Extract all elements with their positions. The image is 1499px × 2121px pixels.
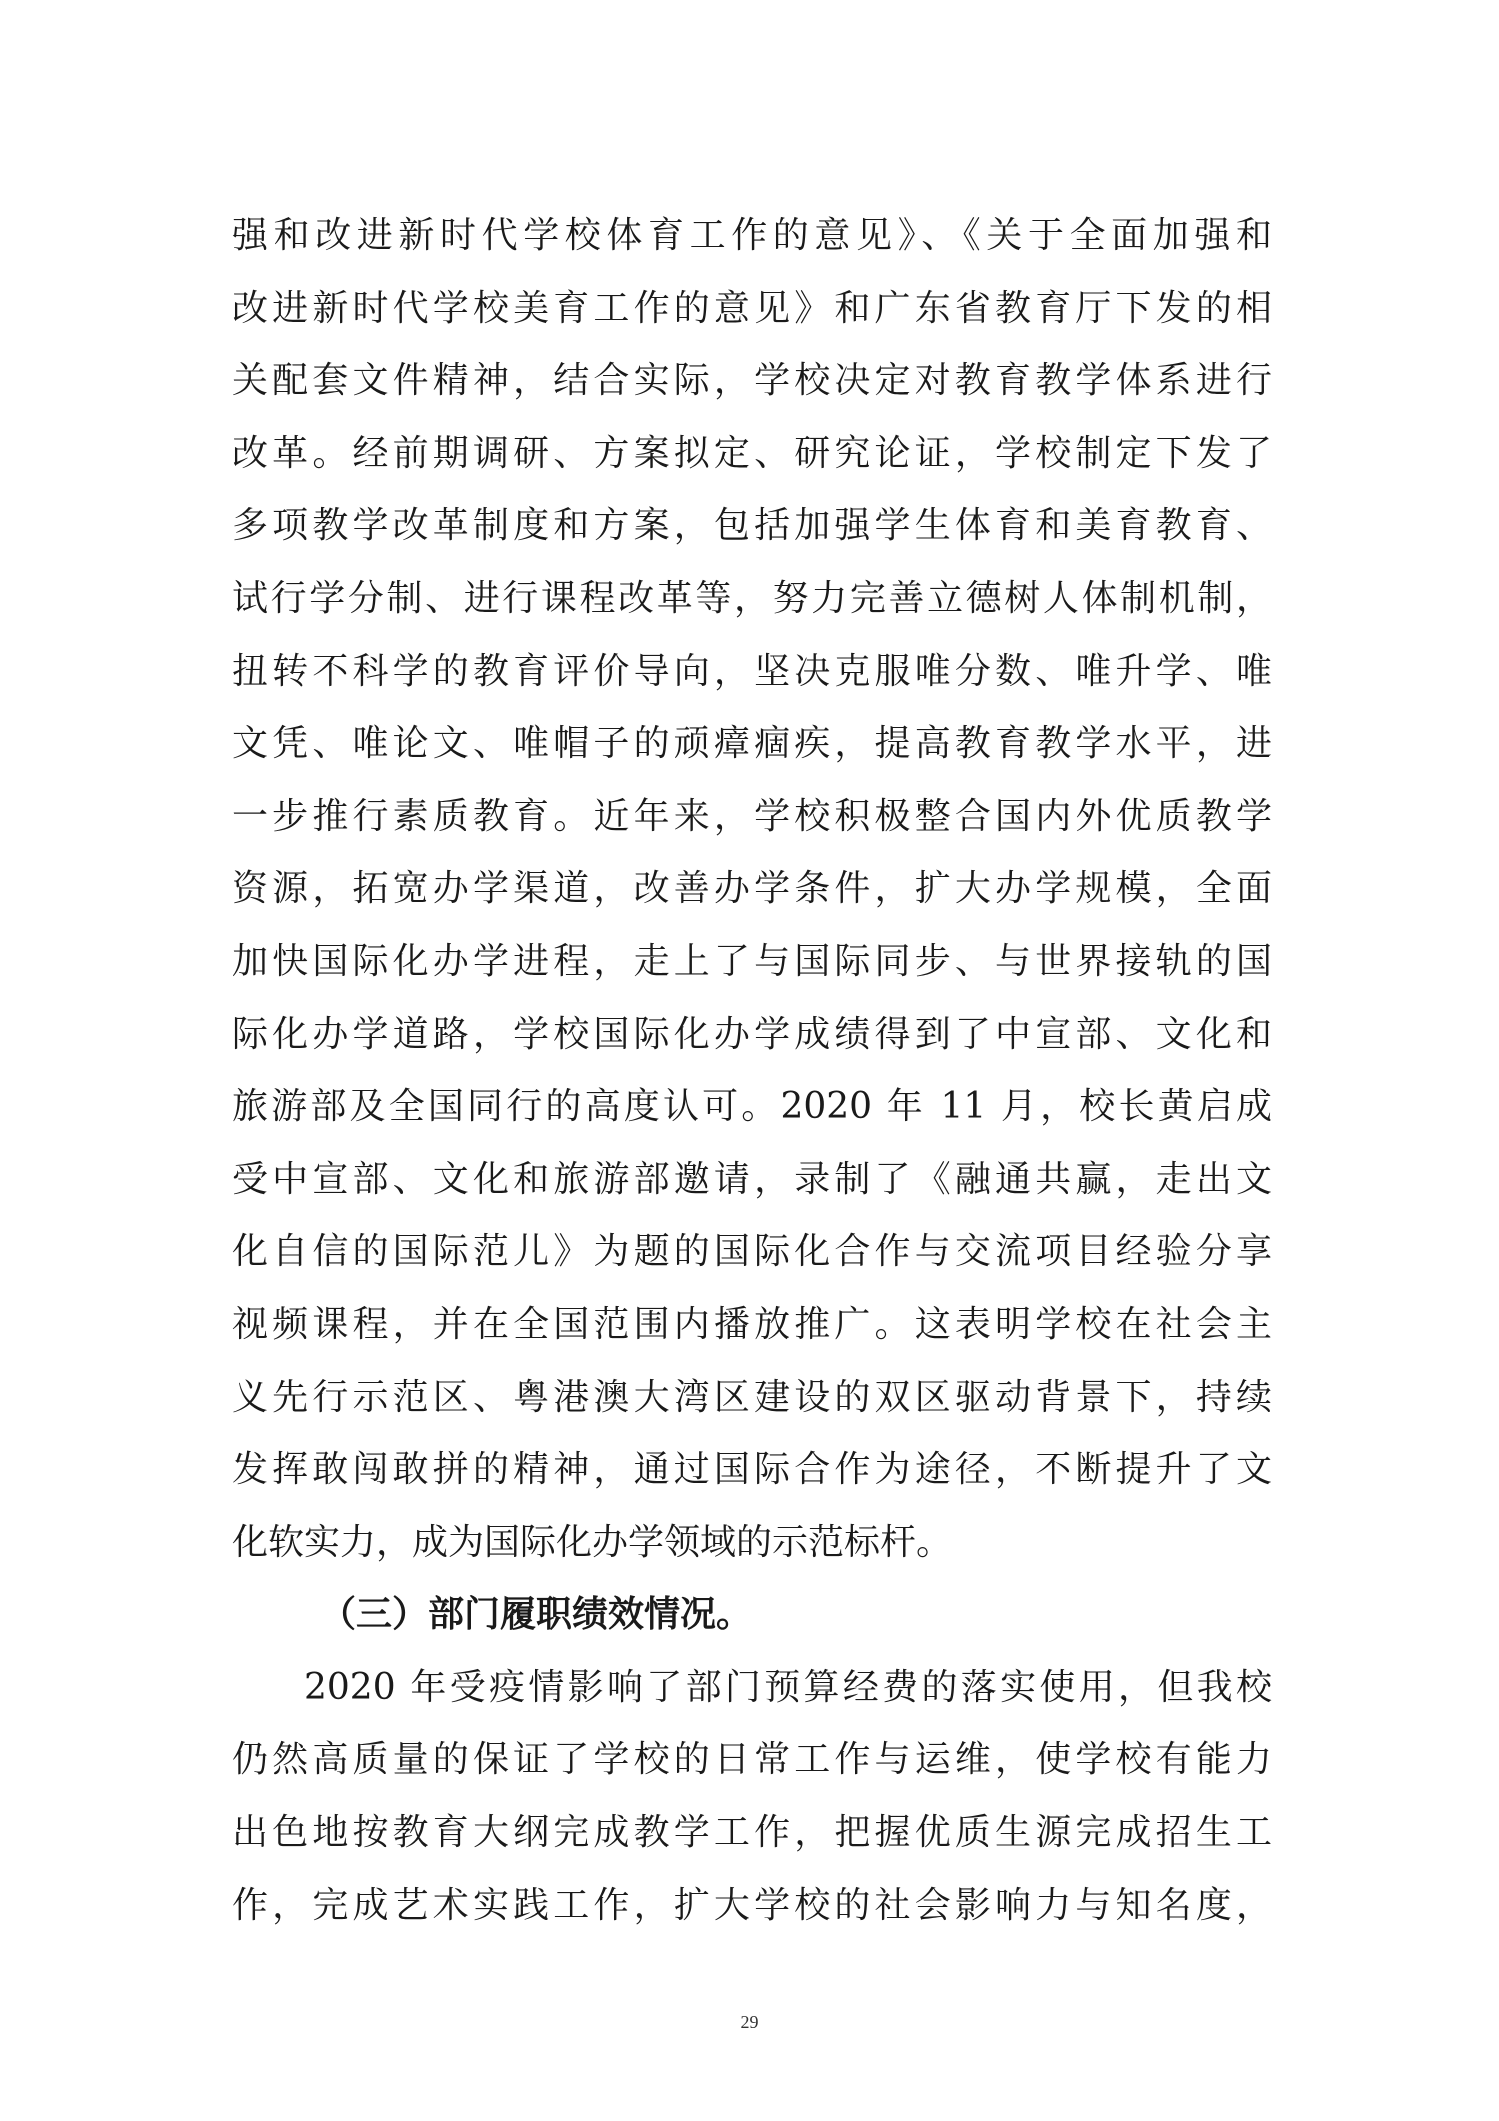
text-line: 强和改进新时代学校体育工作的意见》、《关于全面加强和 [232, 215, 1272, 256]
document-body [232, 200, 1272, 1942]
text-line: 发挥敢闯敢拼的精神，通过国际合作为途径，不断提升了文 [232, 1449, 1272, 1491]
text-line: 加快国际化办学进程，走上了与国际同步、与世界接轨的国 [232, 940, 1272, 982]
text-line: 旅游部及全国同行的高度认可。2020 年 11 月，校长黄启成 [232, 1086, 1272, 1128]
text-line: 际化办学道路，学校国际化办学成绩得到了中宣部、文化和 [232, 1013, 1272, 1055]
text-line: 一步推行素质教育。近年来，学校积极整合国内外优质教学 [232, 795, 1272, 837]
text-line: 作，完成艺术实践工作，扩大学校的社会影响力与知名度， [232, 1884, 1272, 1926]
page-number: 29 [740, 2012, 759, 2032]
text-line: 化自信的国际范儿》为题的国际化合作与交流项目经验分享 [232, 1231, 1272, 1273]
text-line: 关配套文件精神，结合实际，学校决定对教育教学体系进行 [232, 360, 1272, 402]
text-line: 2020 年受疫情影响了部门预算经费的落实使用，但我校 [304, 1666, 1272, 1708]
text-line: 出色地按教育大纲完成教学工作，把握优质生源完成招生工 [232, 1812, 1272, 1854]
text-line: 文凭、唯论文、唯帽子的顽瘴痼疾，提高教育教学水平，进 [232, 723, 1272, 765]
section-heading: （三）部门履职绩效情况。 [320, 1594, 753, 1636]
text-line: 受中宣部、文化和旅游部邀请，录制了《融通共赢，走出文 [232, 1158, 1272, 1200]
text-line: 仍然高质量的保证了学校的日常工作与运维，使学校有能力 [232, 1739, 1272, 1781]
text-line: 化软实力，成为国际化办学领域的示范标杆。 [232, 1521, 953, 1563]
text-line: 多项教学改革制度和方案，包括加强学生体育和美育教育、 [232, 505, 1272, 547]
text-line: 义先行示范区、粤港澳大湾区建设的双区驱动背景下，持续 [232, 1376, 1272, 1418]
text-line: 试行学分制、进行课程改革等，努力完善立德树人体制机制， [232, 577, 1272, 619]
text-line: 改革。经前期调研、方案拟定、研究论证，学校制定下发了 [232, 432, 1272, 474]
text-line: 改进新时代学校美育工作的意见》和广东省教育厅下发的相 [232, 287, 1272, 329]
text-line: 扭转不科学的教育评价导向，坚决克服唯分数、唯升学、唯 [232, 650, 1272, 692]
text-line: 资源，拓宽办学渠道，改善办学条件，扩大办学规模，全面 [232, 868, 1272, 910]
text-line: 视频课程，并在全国范围内播放推广。这表明学校在社会主 [232, 1303, 1272, 1345]
